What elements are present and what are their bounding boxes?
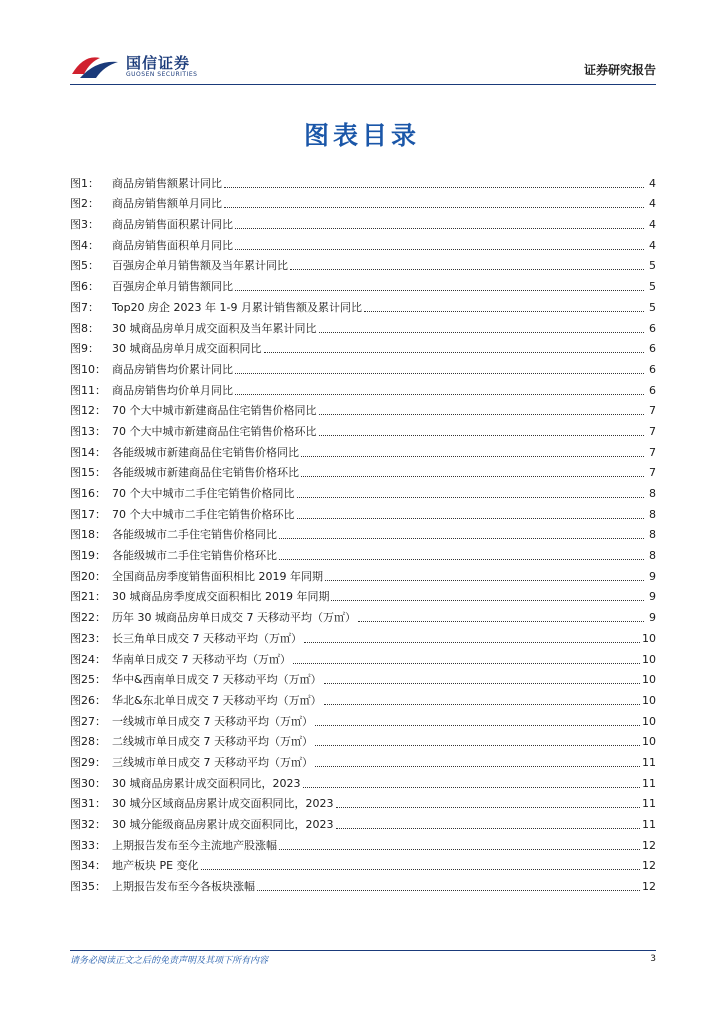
- page-header: [70, 50, 656, 84]
- toc-entry[interactable]: [70, 232, 656, 253]
- toc-entry-page: 4: [649, 176, 656, 190]
- toc-entry-number: 图16：: [70, 487, 106, 500]
- toc-entry-leader: [279, 538, 644, 539]
- toc-entry[interactable]: [70, 377, 656, 398]
- toc-entry-number: 图35：: [70, 880, 106, 894]
- toc-entry-leader: [324, 704, 640, 705]
- toc-entry-title: 70 个大中城市新建商品住宅销售价格同比: [112, 404, 317, 418]
- toc-entry-title: 历年 30 城商品房单日成交 7 天移动平均（万㎡）: [112, 611, 356, 625]
- toc-entry-title: 30 城分能级商品房累计成交面积同比，2023: [112, 818, 334, 831]
- toc-entry-page: 4: [649, 197, 656, 211]
- toc-entry-page: 7: [649, 445, 656, 459]
- toc-entry-number: 图20：: [70, 569, 106, 583]
- toc-entry-title: 70 个大中城市二手住宅销售价格同比: [112, 487, 295, 500]
- toc-entry-page: 10: [642, 673, 656, 687]
- toc-entry-title: 30 城商品房季度成交面积相比 2019 年同期: [112, 590, 330, 604]
- toc-entry-title: Top20 房企 2023 年 1-9 月累计销售额及累计同比: [112, 300, 363, 314]
- toc-entry-number: 图12：: [70, 404, 106, 418]
- toc-entry-leader: [304, 642, 640, 643]
- toc-entry-leader: [257, 890, 640, 891]
- toc-entry-leader: [324, 683, 640, 684]
- toc-entry-title: 长三角单日成交 7 天移动平均（万㎡）: [112, 631, 302, 645]
- toc-entry-title: 上期报告发布至今各板块涨幅: [112, 880, 255, 894]
- toc-entry-leader: [315, 766, 640, 767]
- toc-entry-leader: [319, 414, 645, 415]
- toc-entry[interactable]: [70, 853, 656, 874]
- toc-entry-page: 10: [642, 631, 656, 645]
- toc-entry-number: 图14：: [70, 445, 106, 459]
- toc-entry-leader: [235, 228, 644, 229]
- page-title: 图表目录: [303, 121, 420, 150]
- disclaimer-text: 请务必阅读正文之后的免责声明及其项下所有内容: [70, 956, 269, 966]
- toc-entry-page: 6: [649, 342, 656, 356]
- toc-entry-number: 图7：: [70, 300, 99, 314]
- toc-entry-number: 图33：: [70, 838, 106, 852]
- toc-entry[interactable]: [70, 501, 656, 522]
- toc-entry-number: 图29：: [70, 755, 106, 769]
- toc-entry-number: 图10：: [70, 362, 106, 376]
- toc-entry-number: 图2：: [70, 197, 99, 211]
- toc-entry-number: 图34：: [70, 859, 106, 873]
- toc-entry-title: 30 城商品房累计成交面积同比，2023: [112, 776, 301, 790]
- toc-entry-leader: [301, 476, 644, 477]
- toc-entry-leader: [303, 787, 641, 788]
- toc-entry-title: 各能级城市新建商品住宅销售价格环比: [112, 466, 299, 480]
- toc-entry-leader: [315, 725, 640, 726]
- toc-entry-page: 6: [649, 362, 656, 376]
- toc-entry-page: 9: [649, 611, 656, 625]
- toc-entry-number: 图30：: [70, 776, 106, 790]
- toc-entry-title: 华中&西南单日成交 7 天移动平均（万㎡）: [112, 673, 322, 687]
- toc-entry[interactable]: [70, 604, 656, 625]
- toc-entry[interactable]: [70, 749, 656, 770]
- toc-entry-title: 商品房销售均价单月同比: [112, 383, 233, 397]
- toc-entry[interactable]: [70, 336, 656, 357]
- toc-entry-title: 70 个大中城市二手住宅销售价格环比: [112, 507, 295, 521]
- footer-divider: [70, 950, 656, 951]
- toc-entry-leader: [293, 663, 640, 664]
- toc-entry-page: 12: [642, 859, 656, 873]
- toc-entry-title: 商品房销售额累计同比: [112, 176, 222, 190]
- toc-entry-page: 12: [642, 880, 656, 894]
- toc-entry-title: 商品房销售面积累计同比: [112, 218, 233, 232]
- logo-name-en: GUOSEN SECURITIES: [126, 71, 198, 78]
- toc-entry-page: 6: [649, 321, 656, 335]
- toc-entry-number: 图19：: [70, 549, 106, 563]
- toc-entry-page: 9: [649, 569, 656, 583]
- toc-entry-page: 10: [642, 693, 656, 707]
- toc-entry-page: 8: [649, 507, 656, 521]
- toc-entry-leader: [336, 828, 641, 829]
- toc-entry-number: 图28：: [70, 735, 106, 749]
- toc-entry-page: 9: [649, 590, 656, 604]
- toc-entry-number: 图3：: [70, 218, 99, 232]
- toc-entry[interactable]: [70, 294, 656, 315]
- toc-entry-leader: [235, 290, 644, 291]
- toc-entry-leader: [235, 394, 644, 395]
- toc-entry-leader: [224, 207, 644, 208]
- toc-entry-title: 百强房企单月销售额及当年累计同比: [112, 259, 288, 273]
- toc-entry-title: 各能级城市新建商品住宅销售价格同比: [112, 445, 299, 459]
- toc-entry[interactable]: [70, 191, 656, 212]
- toc-entry-leader: [279, 849, 640, 850]
- toc-entry[interactable]: [70, 542, 656, 563]
- toc-entry[interactable]: [70, 356, 656, 377]
- toc-entry-leader: [301, 456, 644, 457]
- toc-entry-page: 5: [649, 280, 656, 294]
- toc-entry[interactable]: [70, 460, 656, 481]
- report-type-label: 证券研究报告: [583, 63, 656, 77]
- toc-entry-number: 图21：: [70, 590, 106, 604]
- toc-entry-leader: [358, 621, 644, 622]
- toc-entry-title: 商品房销售面积单月同比: [112, 238, 233, 252]
- toc-entry-title: 30 城商品房单月成交面积同比: [112, 342, 262, 356]
- toc-entry-leader: [319, 435, 645, 436]
- toc-entry-leader: [279, 559, 644, 560]
- toc-entry-number: 图15：: [70, 466, 106, 480]
- toc-entry[interactable]: [70, 315, 656, 336]
- toc-entry[interactable]: [70, 480, 656, 501]
- toc-entry-number: 图4：: [70, 238, 99, 252]
- toc-entry[interactable]: [70, 708, 656, 729]
- toc-entry[interactable]: [70, 418, 656, 439]
- toc-entry[interactable]: [70, 522, 656, 543]
- toc-entry-number: 图23：: [70, 631, 106, 645]
- toc-entry-title: 全国商品房季度销售面积相比 2019 年同期: [112, 569, 323, 583]
- toc-entry-leader: [264, 352, 645, 353]
- toc-entry[interactable]: [70, 791, 656, 812]
- toc-entry-page: 5: [649, 300, 656, 314]
- toc-entry[interactable]: [70, 832, 656, 853]
- toc-entry[interactable]: [70, 563, 656, 584]
- toc-entry[interactable]: [70, 873, 656, 894]
- toc-entry-page: 8: [649, 487, 656, 500]
- toc-entry-page: 7: [649, 404, 656, 418]
- toc-entry[interactable]: [70, 211, 656, 232]
- toc-entry-number: 图24：: [70, 652, 106, 666]
- toc-entry[interactable]: [70, 398, 656, 419]
- toc-entry-title: 地产板块 PE 变化: [112, 859, 199, 873]
- toc-entry-title: 各能级城市二手住宅销售价格同比: [112, 528, 277, 542]
- toc-entry-leader: [235, 249, 644, 250]
- toc-entry-page: 5: [649, 259, 656, 273]
- logo-name-cn: 国信证券: [126, 54, 191, 72]
- toc-entry-page: 12: [642, 838, 656, 852]
- toc-entry-page: 11: [642, 776, 656, 790]
- toc-entry[interactable]: [70, 687, 656, 708]
- toc-entry-number: 图13：: [70, 424, 106, 438]
- toc-entry-page: 4: [649, 218, 656, 232]
- toc-entry-page: 6: [649, 383, 656, 397]
- toc-entry-page: 11: [642, 818, 656, 831]
- toc-entry-title: 三线城市单日成交 7 天移动平均（万㎡）: [112, 755, 313, 769]
- toc-entry-page: 7: [649, 424, 656, 438]
- toc-entry[interactable]: [70, 584, 656, 605]
- toc-entry[interactable]: [70, 273, 656, 294]
- toc-entry-title: 商品房销售额单月同比: [112, 197, 222, 211]
- toc-entry[interactable]: [70, 667, 656, 688]
- toc-entry-leader: [297, 497, 645, 498]
- toc-entry-number: 图32：: [70, 818, 106, 831]
- toc-entry-number: 图5：: [70, 259, 99, 273]
- toc-entry-title: 一线城市单日成交 7 天移动平均（万㎡）: [112, 714, 313, 728]
- toc-entry-page: 11: [642, 755, 656, 769]
- toc-entry[interactable]: [70, 770, 656, 791]
- toc-entry-title: 华北&东北单日成交 7 天移动平均（万㎡）: [112, 693, 322, 707]
- toc-entry-number: 图22：: [70, 611, 106, 625]
- toc-entry-page: 8: [649, 549, 656, 563]
- toc-entry-title: 商品房销售均价累计同比: [112, 362, 233, 376]
- toc-entry-number: 图8：: [70, 321, 99, 335]
- toc-entry-title: 70 个大中城市新建商品住宅销售价格环比: [112, 424, 317, 438]
- toc-entry-page: 10: [642, 652, 656, 666]
- toc-entry-title: 二线城市单日成交 7 天移动平均（万㎡）: [112, 735, 313, 749]
- toc-entry-leader: [297, 518, 645, 519]
- toc-entry-title: 30 城分区域商品房累计成交面积同比，2023: [112, 797, 334, 811]
- toc-entry-leader: [235, 373, 644, 374]
- toc-entry-title: 百强房企单月销售额同比: [112, 280, 233, 294]
- toc-entry-page: 11: [642, 797, 656, 811]
- toc-entry[interactable]: [70, 170, 656, 191]
- toc-entry-number: 图11：: [70, 383, 106, 397]
- toc-entry-number: 图6：: [70, 280, 99, 294]
- toc-entry[interactable]: [70, 253, 656, 274]
- guosen-logo-icon: [70, 52, 122, 80]
- toc-entry-leader: [325, 580, 644, 581]
- toc-entry-page: 8: [649, 528, 656, 542]
- toc-entry-title: 上期报告发布至今主流地产股涨幅: [112, 838, 277, 852]
- toc-entry-leader: [336, 807, 641, 808]
- toc-entry-page: 10: [642, 735, 656, 749]
- toc-entry-number: 图9：: [70, 342, 99, 356]
- toc-entry-number: 图18：: [70, 528, 106, 542]
- toc-entry-leader: [224, 187, 644, 188]
- toc-entry-number: 图25：: [70, 673, 106, 687]
- toc-entry-page: 7: [649, 466, 656, 480]
- toc-entry[interactable]: [70, 625, 656, 646]
- toc-entry[interactable]: [70, 439, 656, 460]
- toc-entry-number: 图26：: [70, 693, 106, 707]
- toc-entry-leader: [364, 311, 644, 312]
- toc-entry[interactable]: [70, 646, 656, 667]
- toc-entry-page: 10: [642, 714, 656, 728]
- toc-entry-leader: [290, 269, 644, 270]
- toc-entry-title: 各能级城市二手住宅销售价格环比: [112, 549, 277, 563]
- header-divider: [70, 84, 656, 85]
- toc-entry-leader: [319, 332, 645, 333]
- toc-entry-number: 图31：: [70, 797, 106, 811]
- table-of-figures: [70, 170, 656, 894]
- toc-entry[interactable]: [70, 729, 656, 750]
- toc-entry-leader: [331, 600, 644, 601]
- toc-entry-leader: [315, 745, 640, 746]
- toc-entry-leader: [201, 869, 640, 870]
- toc-entry[interactable]: [70, 811, 656, 832]
- toc-entry-number: 图27：: [70, 714, 106, 728]
- toc-entry-number: 图17：: [70, 507, 106, 521]
- page-number: 3: [650, 954, 656, 964]
- toc-entry-number: 图1：: [70, 176, 99, 190]
- toc-entry-title: 华南单日成交 7 天移动平均（万㎡）: [112, 652, 291, 666]
- toc-entry-title: 30 城商品房单月成交面积及当年累计同比: [112, 321, 317, 335]
- toc-entry-page: 4: [649, 238, 656, 252]
